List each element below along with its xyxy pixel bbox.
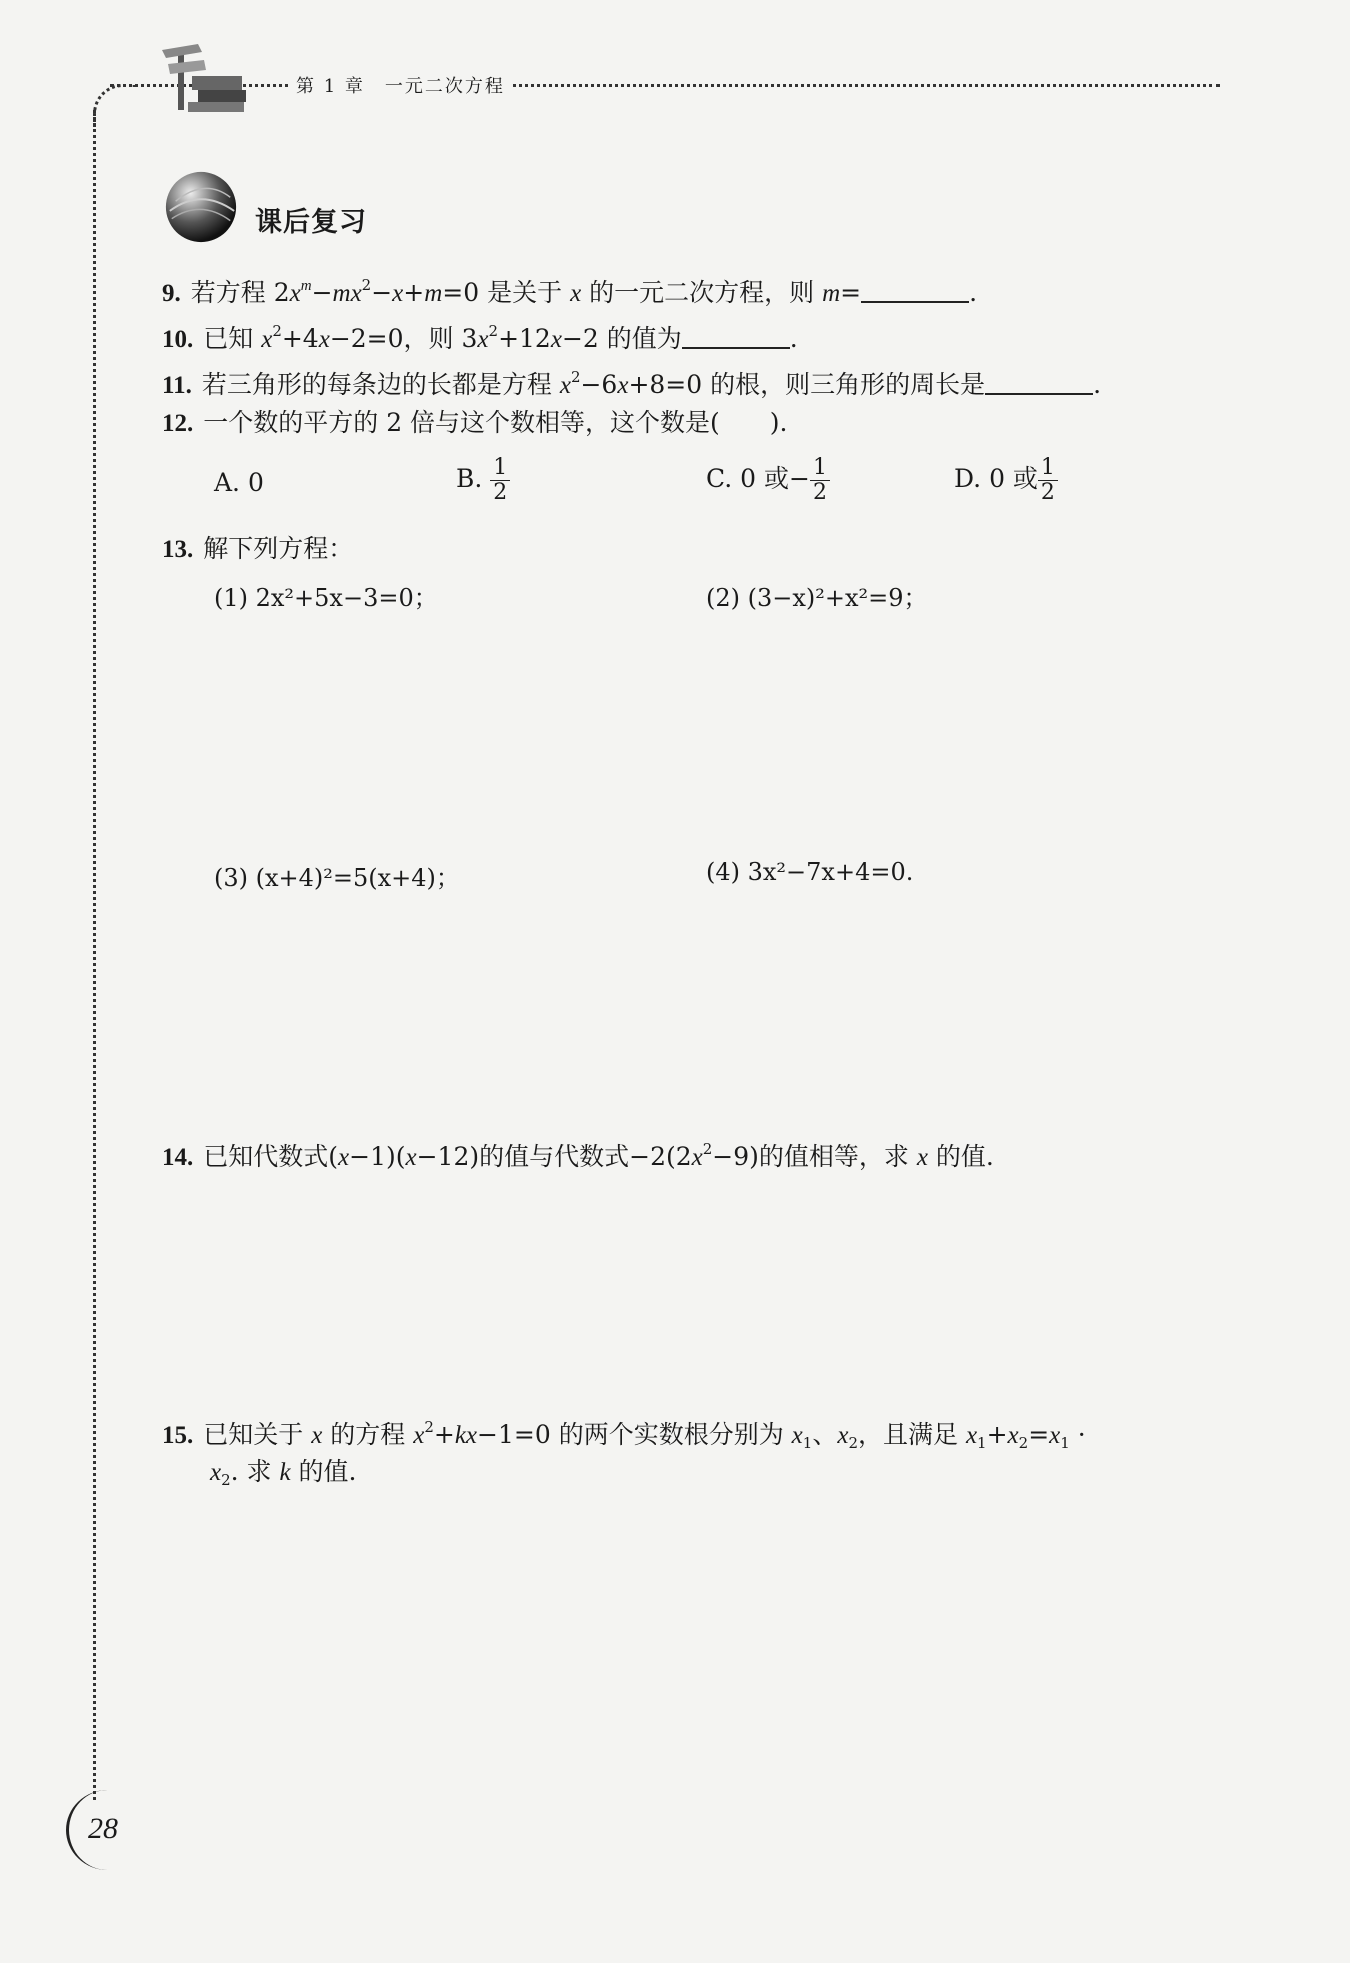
section-title: 课后复习 — [255, 207, 367, 238]
question-15: 15. 已知关于 x 的方程 $x^2+kx-1=0$ 的两个实数根分别为 $x_1$、$x_2$，且满足 $x_1+x_2=x_1$ · — [162, 1418, 1086, 1452]
frame-top-border — [110, 84, 1220, 87]
frame-corner — [93, 84, 136, 127]
signpost-icon — [158, 40, 258, 120]
answer-blank[interactable] — [985, 369, 1093, 395]
fraction: $\frac{1}{2}$ — [490, 456, 510, 505]
sub-question-4: (4) 3x²−7x+4=0. — [706, 858, 914, 886]
option-b[interactable]: B. $\frac{1}{2}$ — [456, 456, 510, 505]
question-number: 15. — [162, 1422, 194, 1449]
chapter-header: 第 1 章 一元二次方程 — [290, 72, 511, 98]
question-14: 14. 已知代数式(x−1)(x−12)的值与代数式$-2(2x^2-9)$的值相等，求 x 的值. — [162, 1140, 994, 1171]
question-13: 13. 解下列方程： — [162, 534, 354, 563]
question-11: 11. 若三角形的每条边的长都是方程 $x^2-6x+8=0$ 的根，则三角形的周长是 . — [162, 368, 1102, 399]
page-number: 28 — [88, 1812, 118, 1845]
question-number: 11. — [162, 372, 192, 399]
question-number: 13. — [162, 536, 194, 563]
option-d[interactable]: D. 0 或 $\frac{1}{2}$ — [954, 456, 1058, 505]
fraction: $\frac{1}{2}$ — [810, 456, 830, 505]
answer-blank[interactable] — [682, 323, 790, 349]
question-number: 12. — [162, 410, 194, 437]
frame-left-border — [93, 110, 96, 1800]
question-15-line-2: $x_2$. 求 k 的值. — [210, 1457, 357, 1489]
option-c[interactable]: C. 0 或− $\frac{1}{2}$ — [706, 456, 830, 505]
question-number: 10. — [162, 326, 194, 353]
option-a[interactable]: A. 0 — [214, 468, 264, 497]
sub-question-3: (3) (x+4)²=5(x+4)； — [214, 864, 460, 892]
answer-blank[interactable] — [861, 277, 969, 303]
sub-question-1: (1) 2x²+5x−3=0； — [214, 584, 438, 612]
question-number: 9. — [162, 280, 181, 307]
question-9: 9. 若方程 $2x^m-mx^2-x+m=0$ 是关于 x 的一元二次方程，则 m= . — [162, 276, 978, 307]
question-12: 12. 一个数的平方的 2 倍与这个数相等，这个数是( ). — [162, 408, 788, 437]
question-10: 10. 已知 $x^2+4x-2=0$，则 $3x^2+12x-2$ 的值为 . — [162, 322, 798, 353]
question-number: 14. — [162, 1144, 194, 1171]
globe-icon — [162, 168, 240, 246]
sub-question-2: (2) (3−x)²+x²=9； — [706, 584, 928, 612]
fraction: $\frac{1}{2}$ — [1038, 456, 1058, 505]
